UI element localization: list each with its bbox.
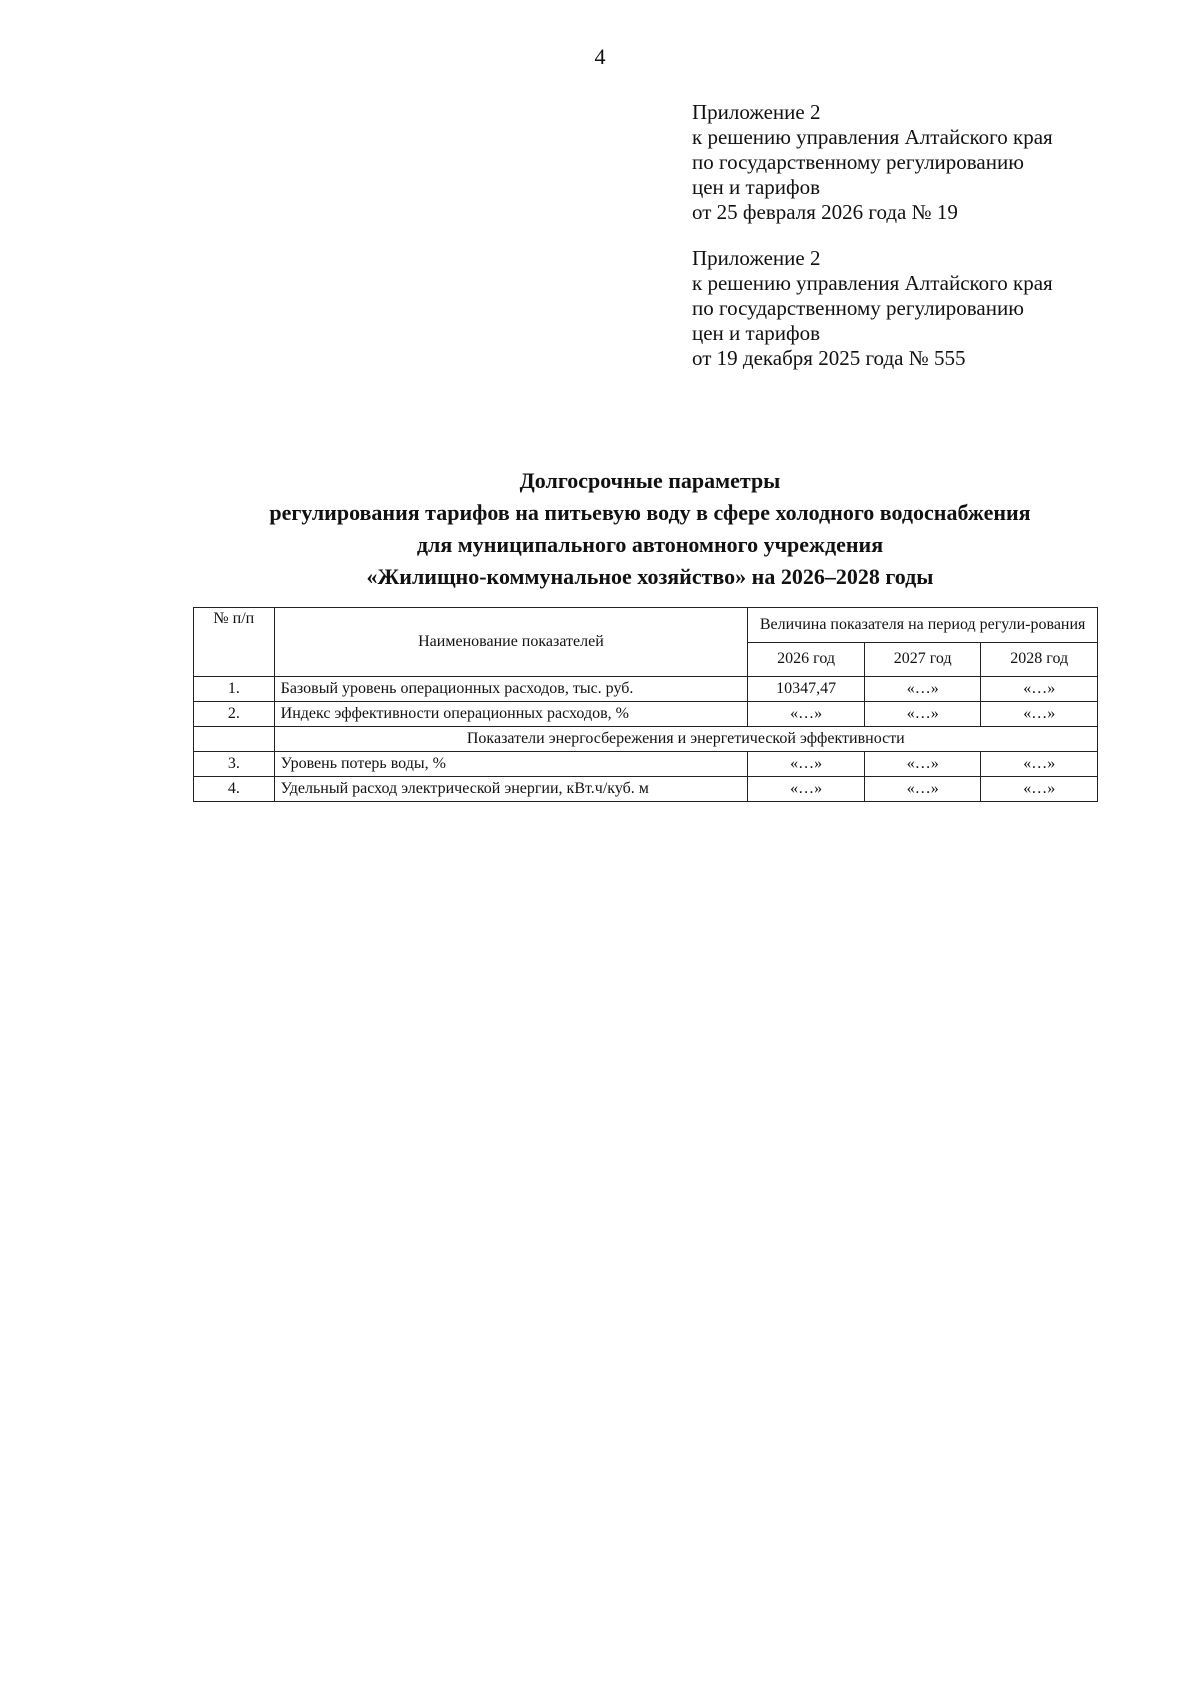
annex-line: от 19 декабря 2025 года № 555 <box>692 346 966 370</box>
annex-reference-current <box>692 100 1172 225</box>
row-value: «…» <box>748 702 865 727</box>
row-value: 10347,47 <box>748 677 865 702</box>
header-year: 2027 год <box>864 642 981 677</box>
table-row <box>194 752 1098 777</box>
row-value: «…» <box>864 677 981 702</box>
table-row <box>194 777 1098 802</box>
table-section-row <box>194 727 1098 752</box>
title-line: «Жилищно-коммунальное хозяйство» на 2026–2028 годы <box>366 564 934 589</box>
annex-line: цен и тарифов <box>692 321 821 345</box>
table-header-row <box>194 608 1098 643</box>
annex-line: Приложение 2 <box>692 246 821 270</box>
annex-line: цен и тарифов <box>692 175 821 199</box>
table-row <box>194 677 1098 702</box>
page-number: 4 <box>594 44 606 69</box>
row-number: 4. <box>194 777 275 802</box>
annex-line: по государственному регулированию <box>692 296 1024 320</box>
parameters-table <box>193 607 1098 802</box>
row-name: Удельный расход электрической энергии, кВт.ч/куб. м <box>274 777 748 802</box>
row-value: «…» <box>748 777 865 802</box>
table-row <box>194 702 1098 727</box>
section-title: Показатели энергосбережения и энергетической эффективности <box>274 727 1097 752</box>
row-name: Уровень потерь воды, % <box>274 752 748 777</box>
row-number: 3. <box>194 752 275 777</box>
row-value: «…» <box>981 702 1098 727</box>
annex-line: от 25 февраля 2026 года № 19 <box>692 200 958 224</box>
row-value: «…» <box>864 777 981 802</box>
row-value: «…» <box>981 677 1098 702</box>
header-year: 2026 год <box>748 642 865 677</box>
title-line: для муниципального автономного учреждения <box>416 532 884 557</box>
row-value: «…» <box>748 752 865 777</box>
row-value: «…» <box>981 777 1098 802</box>
annex-line: к решению управления Алтайского края <box>692 125 1053 149</box>
row-name: Базовый уровень операционных расходов, тыс. руб. <box>274 677 748 702</box>
title-line: Долгосрочные параметры <box>519 468 781 493</box>
row-number: 1. <box>194 677 275 702</box>
title-line: регулирования тарифов на питьевую воду в сфере холодного водоснабжения <box>269 500 1031 525</box>
header-name: Наименование показателей <box>274 608 748 677</box>
annex-line: Приложение 2 <box>692 100 821 124</box>
annex-line: к решению управления Алтайского края <box>692 271 1053 295</box>
annex-reference-previous <box>692 246 1172 371</box>
row-value: «…» <box>981 752 1098 777</box>
document-title <box>0 465 1200 593</box>
annex-line: по государственному регулированию <box>692 150 1024 174</box>
header-number: № п/п <box>194 608 275 677</box>
row-number: 2. <box>194 702 275 727</box>
header-period: Величина показателя на период регули-рования <box>748 608 1098 643</box>
row-value: «…» <box>864 702 981 727</box>
header-year: 2028 год <box>981 642 1098 677</box>
row-name: Индекс эффективности операционных расходов, % <box>274 702 748 727</box>
row-value: «…» <box>864 752 981 777</box>
section-number-cell <box>194 727 275 752</box>
